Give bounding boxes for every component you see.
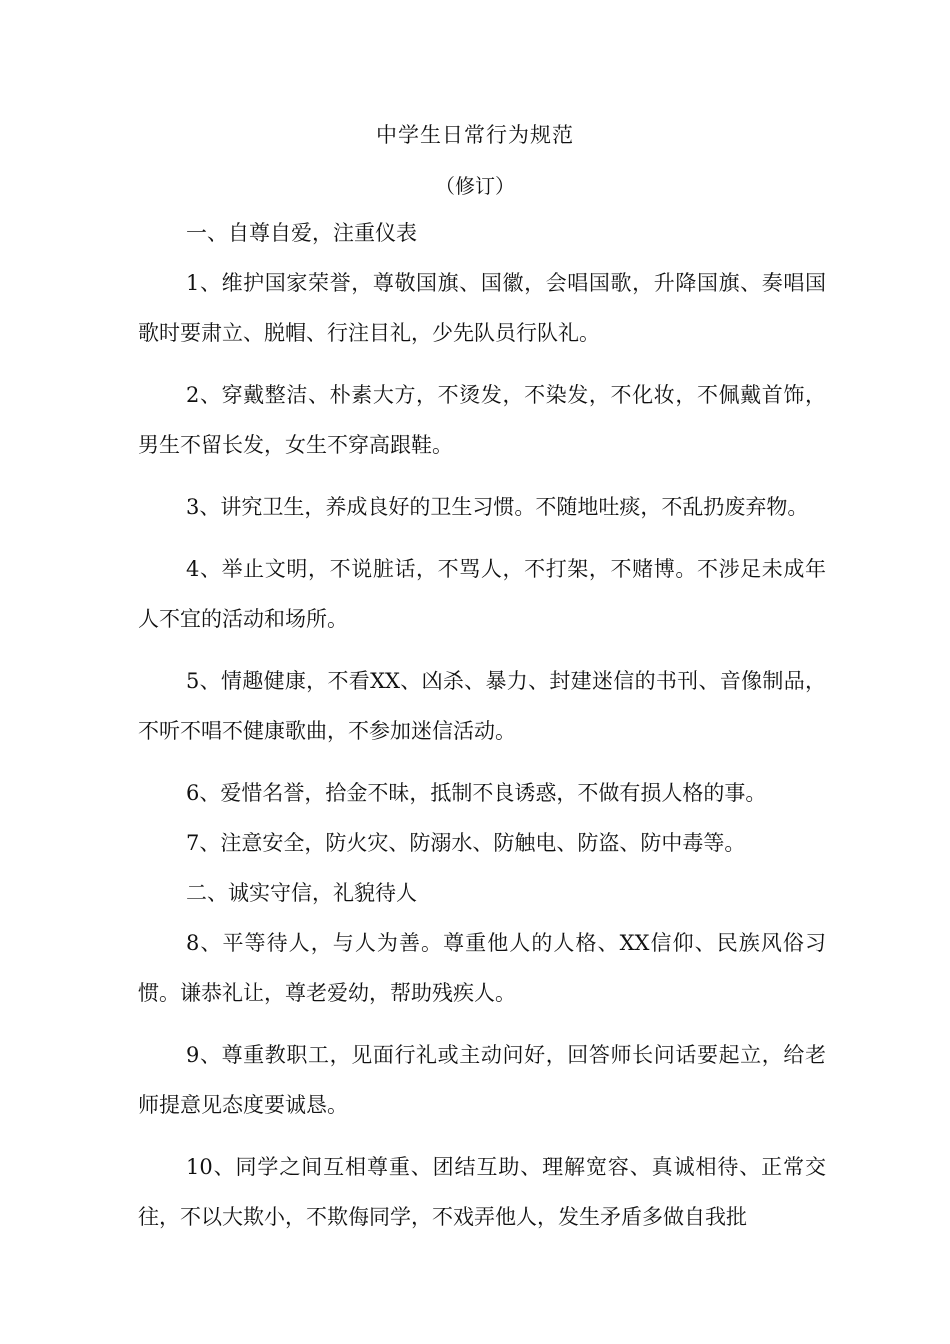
rule-item-2: 2、穿戴整洁、朴素大方，不烫发，不染发，不化妆，不佩戴首饰，男生不留长发，女生不穿高跟鞋。 [138, 383, 826, 457]
rule-item-8: 8、平等待人，与人为善。尊重他人的人格、XX信仰、民族风俗习惯。谦恭礼让，尊老爱幼，帮助残疾人。 [138, 931, 826, 1005]
rule-item-5: 5、情趣健康，不看XX、凶杀、暴力、封建迷信的书刊、音像制品，不听不唱不健康歌曲，不参加迷信活动。 [138, 669, 826, 743]
rule-item-7: 7、注意安全，防火灾、防溺水、防触电、防盗、防中毒等。 [186, 831, 746, 855]
rule-item-1: 1、维护国家荣誉，尊敬国旗、国徽，会唱国歌，升降国旗、奏唱国歌时要肃立、脱帽、行注目礼，少先队员行队礼。 [138, 271, 826, 345]
section-heading-1: 一、自尊自爱，注重仪表 [186, 221, 417, 245]
rule-item-9: 9、尊重教职工，见面行礼或主动问好，回答师长问话要起立，给老师提意见态度要诚恳。 [138, 1043, 826, 1117]
document-subtitle: （修订） [435, 174, 515, 198]
document-title: 中学生日常行为规范 [376, 123, 574, 147]
rule-item-3: 3、讲究卫生，养成良好的卫生习惯。不随地吐痰，不乱扔废弃物。 [186, 495, 809, 519]
rule-item-10: 10、同学之间互相尊重、团结互助、理解宽容、真诚相待、正常交往，不以大欺小，不欺侮同学，不戏弄他人，发生矛盾多做自我批 [138, 1155, 826, 1229]
document-body [138, 208, 826, 1254]
rule-item-6: 6、爱惜名誉，拾金不昧，抵制不良诱惑，不做有损人格的事。 [186, 781, 767, 805]
section-heading-2: 二、诚实守信，礼貌待人 [186, 881, 417, 905]
rule-item-4: 4、举止文明，不说脏话，不骂人，不打架，不赌博。不涉足未成年人不宜的活动和场所。 [138, 557, 826, 631]
